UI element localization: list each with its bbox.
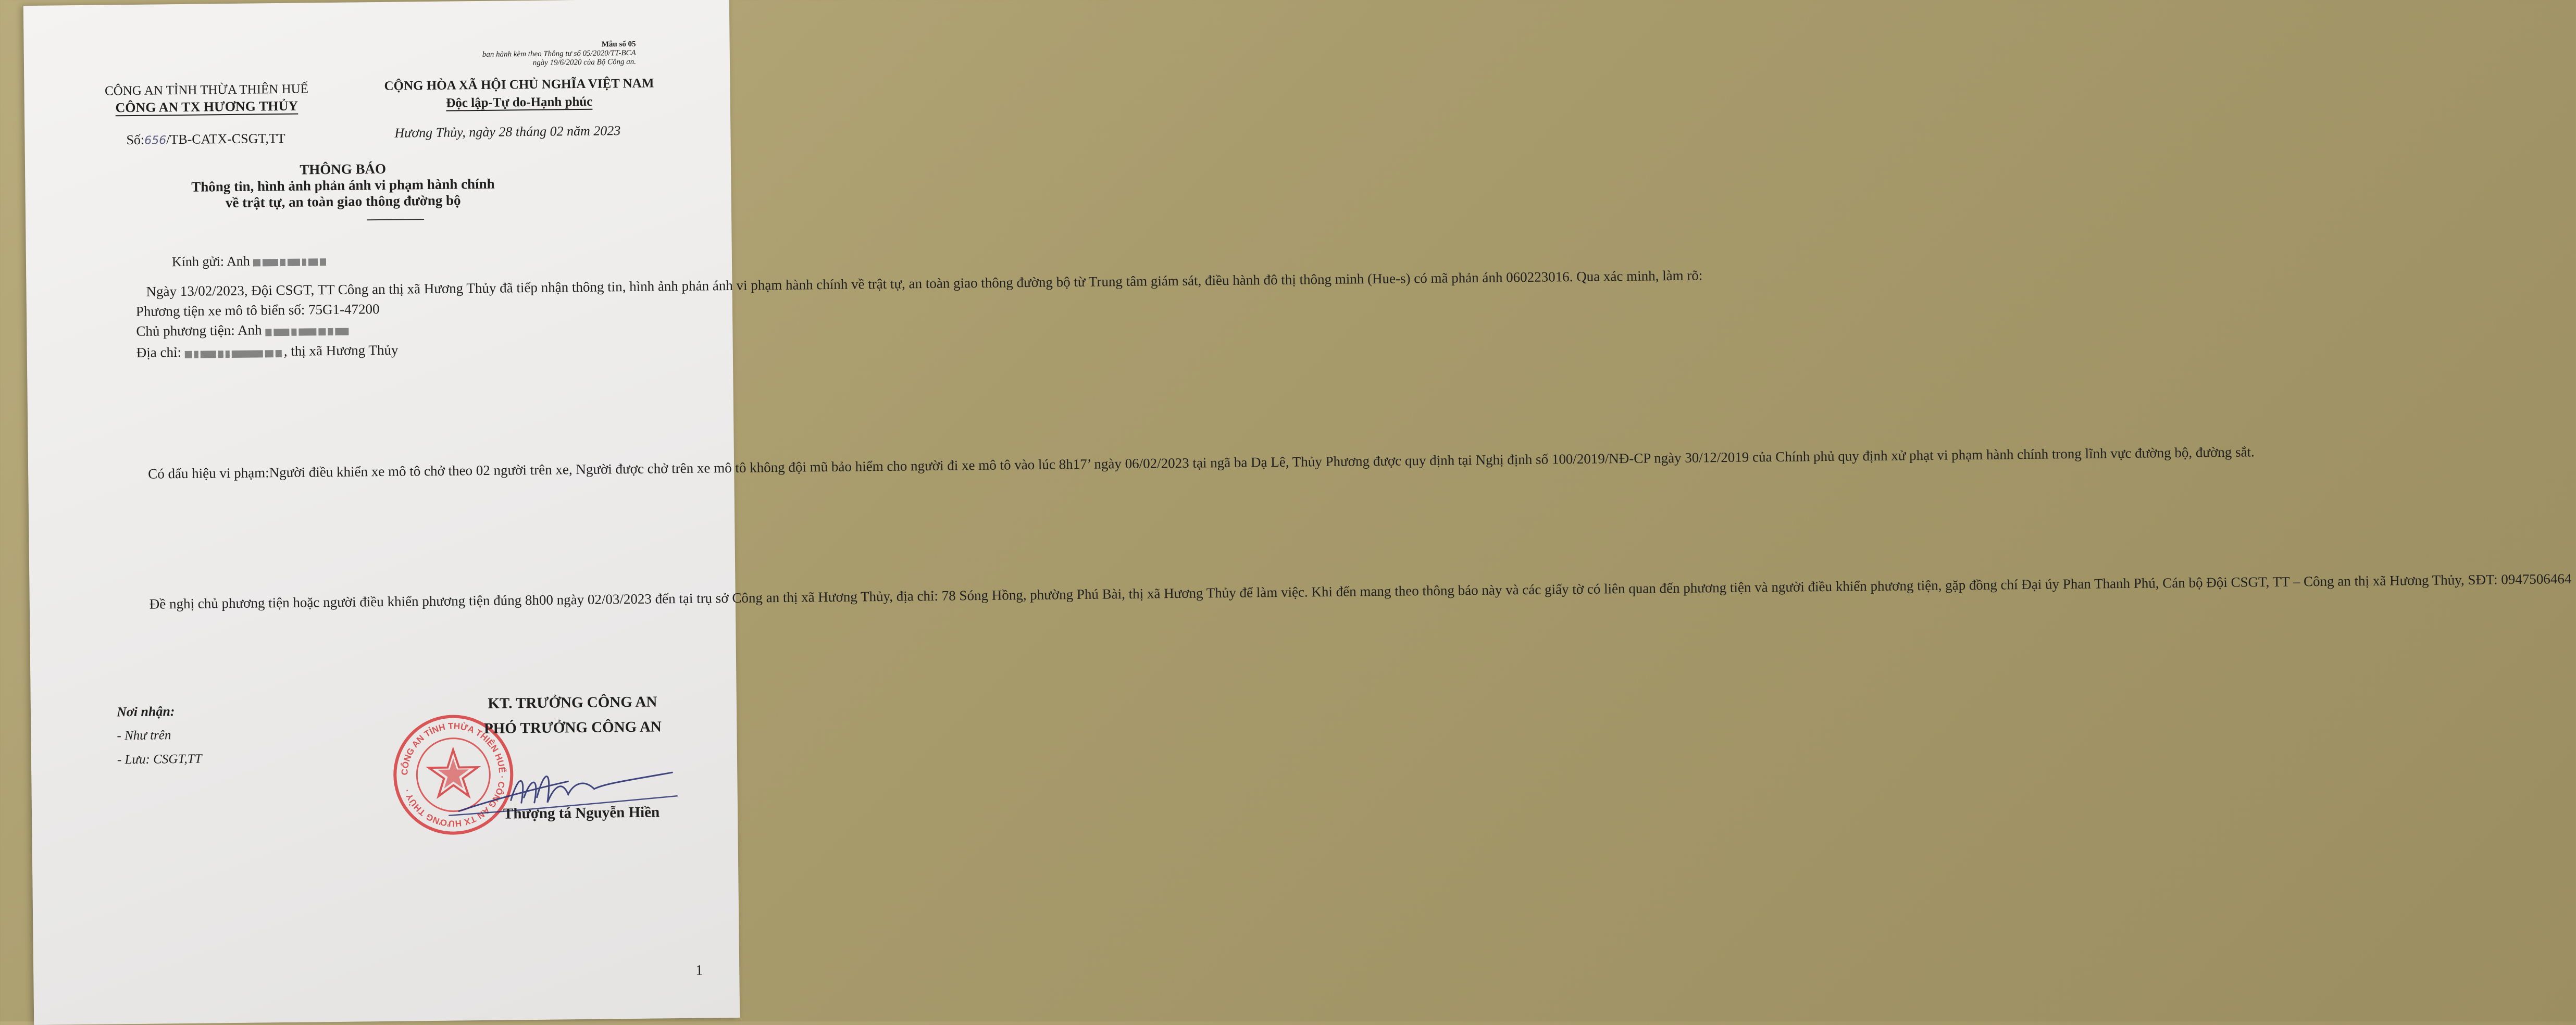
- greeting-text: Kính gửi: Anh: [171, 253, 250, 270]
- request-text: Đề nghị chủ phương tiện hoặc người điều khiển phương tiện đúng 8h00 ngày 02/03/2023 đến tại trụ sở Công an thị xã Hương Thủy, địa chỉ: 78 Sóng Hồng, phường Phú Bài, thị xã Hương Thủy để làm việc. Khi đến mang theo thông báo này và các giấy tờ có liên quan đến phương tiện và người điều khiển phương tiện, gặp đồng chí Đại úy Phan Thanh Phú, Cán bộ Đội CSGT, TT – Công an thị xã Hương Thủy, SĐT: 0947506464: [149, 570, 2572, 612]
- form-issued-with: ban hành kèm theo Thông tư số 05/2020/TT-BCA: [482, 48, 636, 59]
- form-number-note: [482, 40, 637, 68]
- title-main: THÔNG BÁO: [300, 160, 387, 178]
- redacted-owner: [265, 320, 351, 341]
- sign-title-1: KT. TRƯỞNG CÔNG AN: [488, 693, 657, 712]
- agency-name: CÔNG AN TX HƯƠNG THỦY: [115, 98, 298, 116]
- recipients-heading: Nơi nhận:: [116, 704, 175, 720]
- national-motto: [368, 74, 670, 113]
- document-number: [126, 131, 285, 148]
- document-page: [23, 0, 2572, 1025]
- address-label: Địa chỉ:: [136, 344, 182, 360]
- stamp-ring-text: CÔNG AN TỈNH THỪA THIÊN HUẾ · CÔNG AN TX HƯƠNG THỦY ·: [400, 721, 507, 829]
- paragraph-1: [104, 267, 1703, 365]
- document-date: Hương Thủy, ngày 28 tháng 02 năm 2023: [394, 123, 621, 141]
- paragraph-2: [106, 444, 2255, 484]
- signature-block: [447, 689, 698, 742]
- greeting: [172, 253, 329, 271]
- address-suffix: , thị xã Hương Thủy: [283, 342, 399, 359]
- form-number: Mẫu số 05: [601, 40, 636, 49]
- violation-text: Có dấu hiệu vi phạm:Người điều khiển xe mô tô chở theo 02 người trên xe, Người được chở trên xe mô tô không đội mũ bảo hiểm cho người đi xe mô tô vào lúc 8h17’ ngày 06/02/2023 tại ngã ba Dạ Lê, Thủy Phương được quy định tại Nghị định số 100/2019/NĐ-CP ngày 30/12/2019 của Chính phủ quy định xử phạt vi phạm hành chính trong lĩnh vực đường bộ, đường sắt.: [148, 444, 2255, 482]
- owner-label: Chủ phương tiện: Anh: [136, 322, 262, 339]
- recipient-item-2: - Lưu: CSGT,TT: [117, 752, 202, 767]
- country-name: CỘNG HÒA XÃ HỘI CHỦ NGHĨA VIỆT NAM: [384, 76, 654, 93]
- para1-text: Ngày 13/02/2023, Đội CSGT, TT Công an thị xã Hương Thủy đã tiếp nhận thông tin, hình ảnh phản ánh vi phạm hành chính về trật tự, an toàn giao thông đường bộ từ Trung tâm giám sát, điều hành đô thị thông minh (Hue-s) có mã phản ánh 060223016. Qua xác minh, làm rõ:: [146, 267, 1703, 299]
- docno-prefix: Số:: [126, 132, 145, 148]
- motto: Độc lập-Tự do-Hạnh phúc: [446, 94, 593, 110]
- title-sub2: về trật tự, an toàn giao thông đường bộ: [225, 192, 461, 211]
- document-title: [186, 160, 500, 211]
- recipients: [117, 699, 202, 772]
- agency-parent: CÔNG AN TỈNH THỪA THIÊN HUẾ: [104, 82, 309, 98]
- title-sub1: Thông tin, hình ảnh phản ánh vi phạm hành chính: [191, 176, 495, 195]
- sign-title-2: PHÓ TRƯỞNG CÔNG AN: [483, 718, 662, 737]
- redacted-address: [185, 343, 284, 364]
- paragraph-3: [108, 570, 2572, 615]
- title-divider: [367, 219, 424, 220]
- redacted-name: [253, 254, 328, 270]
- recipient-item-1: - Như trên: [117, 728, 171, 743]
- signer-name: Thượng tá Nguyễn Hiền: [503, 804, 660, 822]
- issuing-agency: [92, 81, 321, 117]
- vehicle-plate: Phương tiện xe mô tô biển số: 75G1-47200: [135, 301, 380, 319]
- docno-suffix: /TB-CATX-CSGT,TT: [166, 130, 285, 147]
- docno-handwritten: 656: [144, 134, 167, 147]
- form-issued-date: ngày 19/6/2020 của Bộ Công an.: [532, 57, 637, 67]
- page-number: 1: [695, 962, 703, 979]
